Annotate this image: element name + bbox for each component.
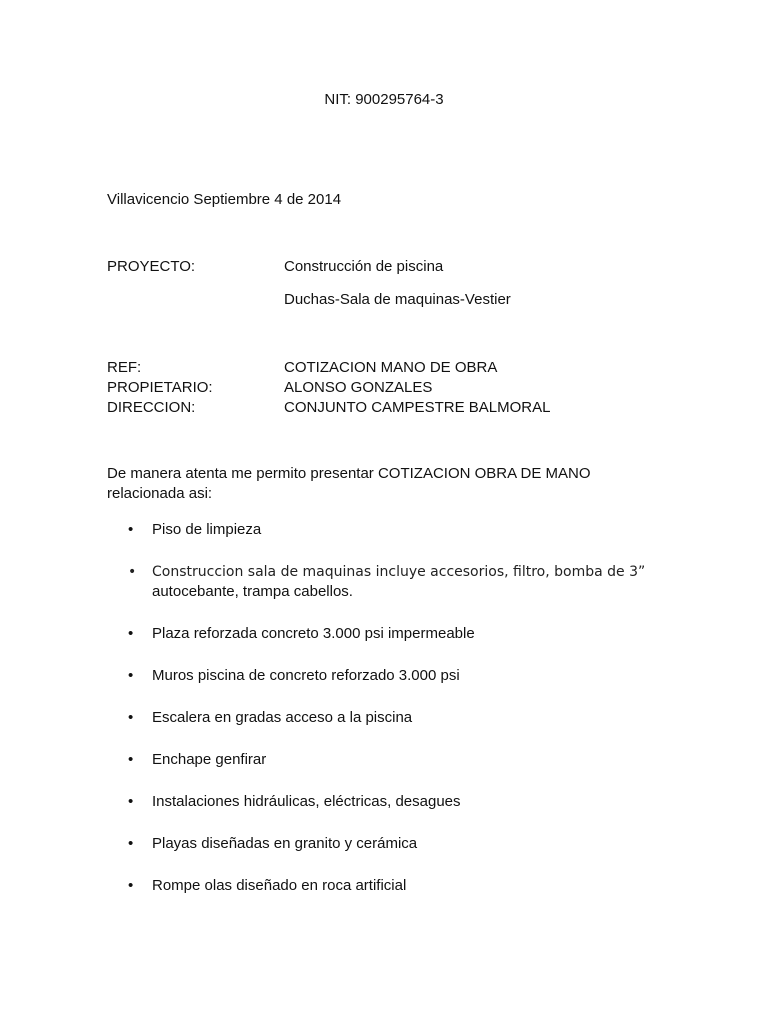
address-value: CONJUNTO CAMPESTRE BALMORAL <box>284 399 551 416</box>
owner-value: ALONSO GONZALES <box>284 379 433 396</box>
list-item-text: Construccion sala de maquinas incluye accesorios, filtro, bomba de 3” <box>152 564 646 580</box>
bullet-icon: • <box>128 751 134 768</box>
list-item <box>107 792 667 812</box>
list-item-text: Enchape genfirar <box>152 751 267 768</box>
project-line-1: Construcción de piscina <box>284 258 444 275</box>
list-item-text: Rompe olas diseñado en roca artificial <box>152 877 407 894</box>
bullet-icon: • <box>128 709 134 726</box>
bullet-icon: • <box>128 564 137 580</box>
bullet-icon: • <box>128 793 134 810</box>
list-item <box>107 520 667 540</box>
intro-paragraph: De manera atenta me permito presentar COTIZACION OBRA DE MANO relacionada asi: <box>107 465 591 502</box>
bullet-icon: • <box>128 835 134 852</box>
ref-label: REF: <box>107 359 142 376</box>
list-item <box>107 624 667 644</box>
list-item <box>107 666 667 686</box>
nit-number: NIT: 900295764-3 <box>324 91 444 108</box>
list-item-text: Playas diseñadas en granito y cerámica <box>152 835 418 852</box>
project-label: PROYECTO: <box>107 258 196 275</box>
owner-label: PROPIETARIO: <box>107 379 213 396</box>
list-item-text: Instalaciones hidráulicas, eléctricas, desagues <box>152 793 461 810</box>
project-line-2: Duchas-Sala de maquinas-Vestier <box>284 291 511 308</box>
list-item-continuation: autocebante, trampa cabellos. <box>152 583 353 600</box>
address-label: DIRECCION: <box>107 399 196 416</box>
ref-value: COTIZACION MANO DE OBRA <box>284 359 498 376</box>
list-item-text: Plaza reforzada concreto 3.000 psi impermeable <box>152 625 475 642</box>
document-date: Villavicencio Septiembre 4 de 2014 <box>107 191 342 208</box>
bullet-icon: • <box>128 667 134 684</box>
bullet-icon: • <box>128 877 134 894</box>
list-item <box>107 876 667 896</box>
list-item-text: Piso de limpieza <box>152 521 262 538</box>
bullet-icon: • <box>128 625 134 642</box>
list-item-text: Escalera en gradas acceso a la piscina <box>152 709 413 726</box>
list-item-text: Muros piscina de concreto reforzado 3.000 psi <box>152 667 460 684</box>
list-item <box>107 834 667 854</box>
bullet-icon: • <box>128 521 134 538</box>
list-item <box>107 750 667 770</box>
list-item <box>107 562 667 602</box>
list-item <box>107 708 667 728</box>
work-items-list <box>107 520 667 918</box>
